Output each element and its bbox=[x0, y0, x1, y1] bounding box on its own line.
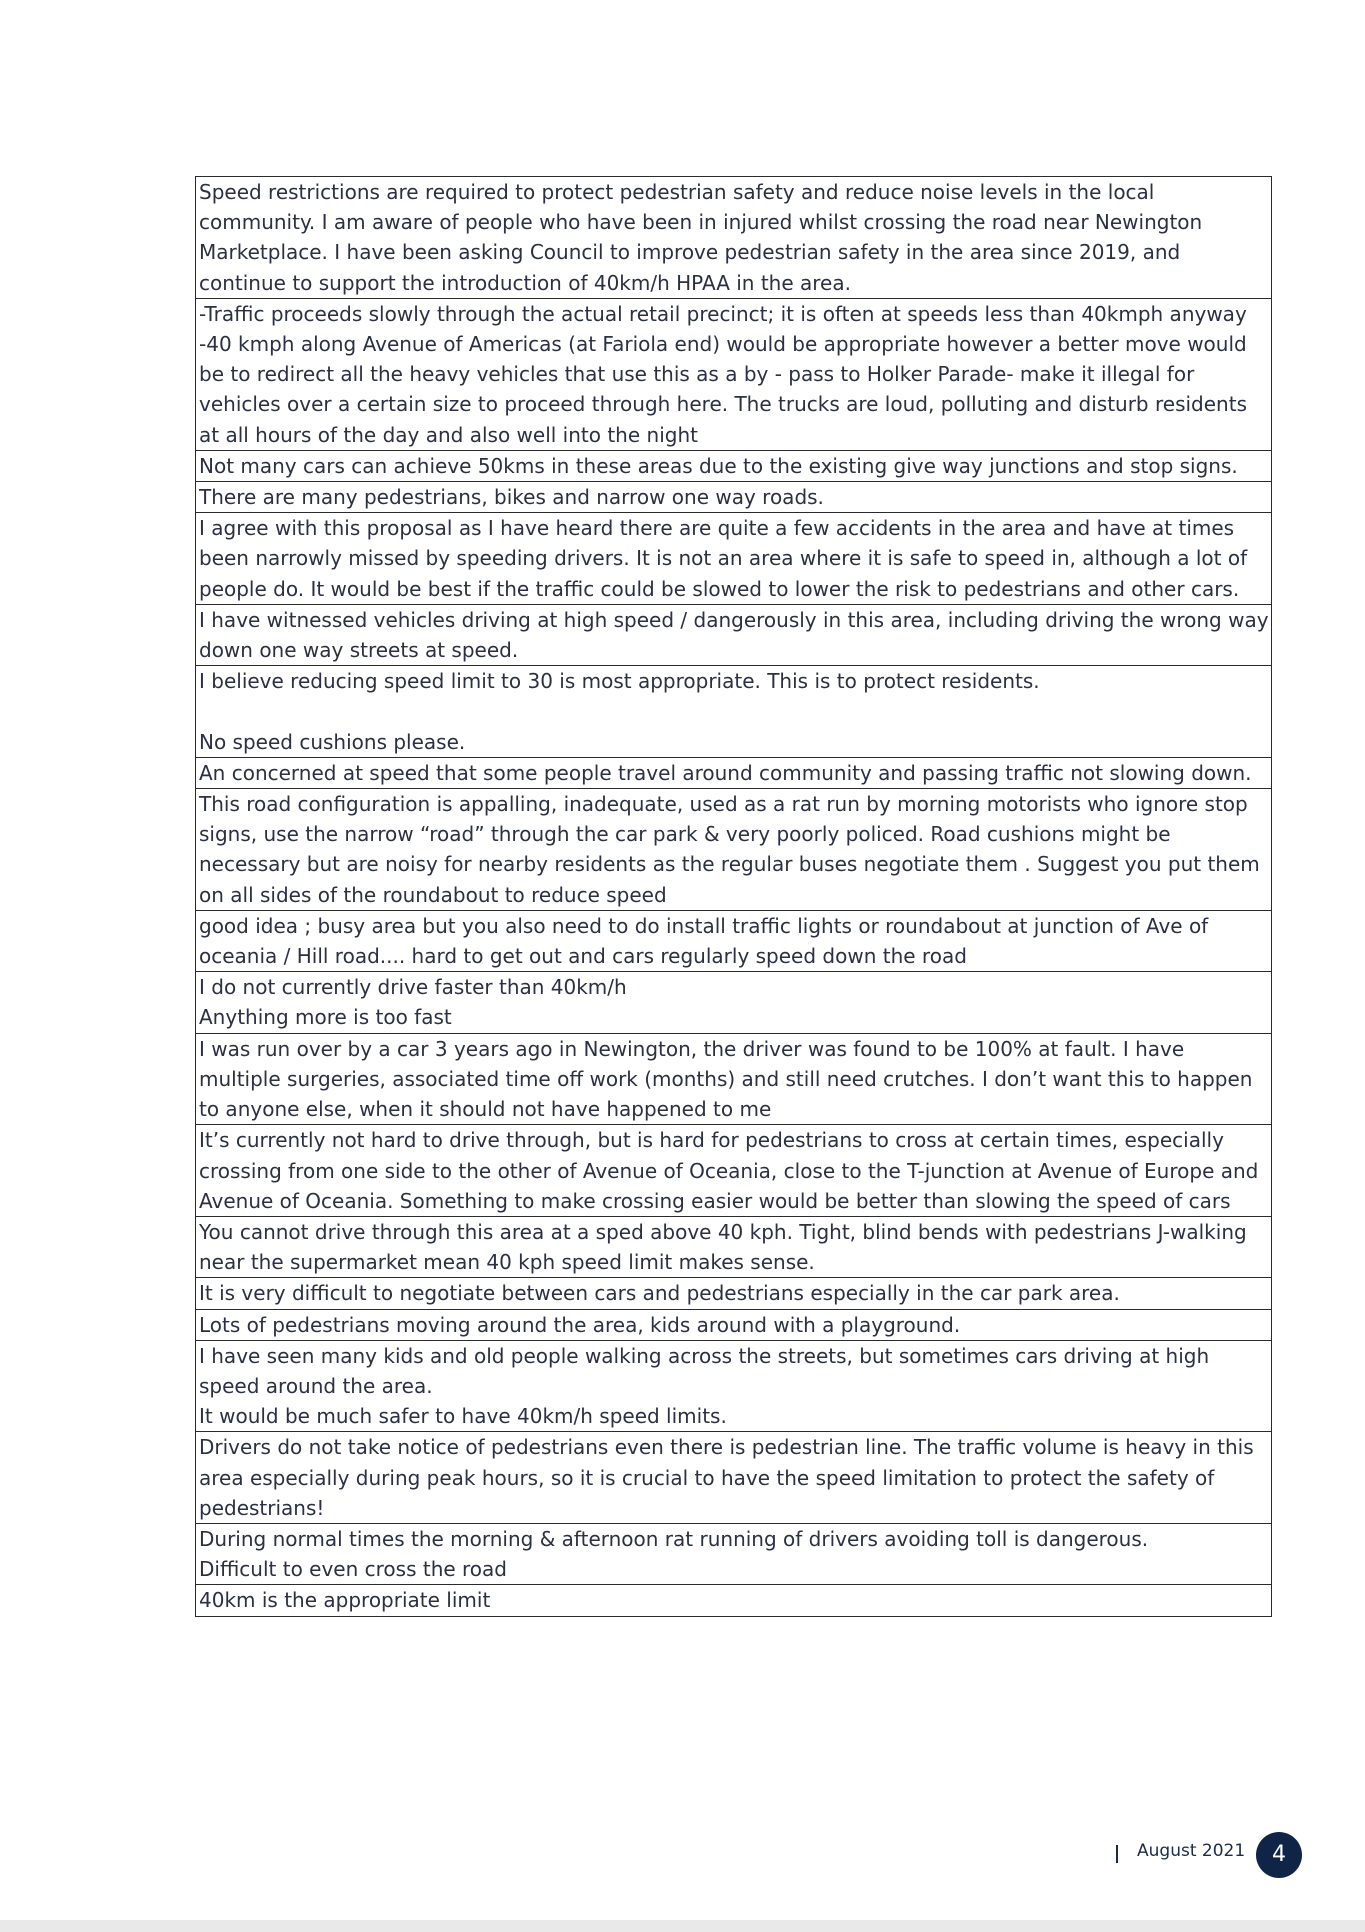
table-row bbox=[196, 972, 1272, 1033]
table-row bbox=[196, 1033, 1272, 1125]
table-row bbox=[196, 1278, 1272, 1309]
table-row bbox=[196, 177, 1272, 299]
table-row bbox=[196, 1432, 1272, 1524]
table-row bbox=[196, 450, 1272, 481]
comment-cell: I agree with this proposal as I have heard there are quite a few accidents in the area and have at times been narrowly missed by speeding drivers. It is not an area where it is safe to speed in, although a lot of people do. It would be best if the traffic could be slowed to lower the risk to pedestrians and other cars. bbox=[196, 513, 1272, 605]
page-bottom-edge bbox=[0, 1920, 1365, 1932]
table-row bbox=[196, 1523, 1272, 1584]
comment-cell: good idea ; busy area but you also need to do install traffic lights or roundabout at junction of Ave of oceania / Hill road.... hard to get out and cars regularly speed down the road bbox=[196, 910, 1272, 971]
footer-date: August 2021 bbox=[1137, 1841, 1246, 1861]
comment-cell: This road configuration is appalling, inadequate, used as a rat run by morning motorists who ignore stop signs, use the narrow “road” through the car park & very poorly policed. Road cushions might be necessary but are noisy for nearby residents as the regular buses negotiate them . Suggest you put them on all sides of the roundabout to reduce speed bbox=[196, 789, 1272, 911]
comment-cell: 40km is the appropriate limit bbox=[196, 1585, 1272, 1616]
page-number-badge: 4 bbox=[1256, 1832, 1302, 1878]
comment-cell: I have seen many kids and old people walking across the streets, but sometimes cars driving at high speed around the area. It would be much safer to have 40km/h speed limits. bbox=[196, 1340, 1272, 1432]
table-row bbox=[196, 1216, 1272, 1277]
comment-cell: It’s currently not hard to drive through, but is hard for pedestrians to cross at certain times, especially crossing from one side to the other of Avenue of Oceania, close to the T-junction at Avenue of Europe and Avenue of Oceania. Something to make crossing easier would be better than slowing the speed of cars bbox=[196, 1125, 1272, 1217]
footer-divider bbox=[1116, 1845, 1118, 1863]
comment-cell: Drivers do not take notice of pedestrians even there is pedestrian line. The traffic volume is heavy in this area especially during peak hours, so it is crucial to have the speed limitation to protect the safety of pedestrians! bbox=[196, 1432, 1272, 1524]
table-row bbox=[196, 1340, 1272, 1432]
comment-cell: I believe reducing speed limit to 30 is most appropriate. This is to protect residents. No speed cushions please. bbox=[196, 666, 1272, 758]
table-row bbox=[196, 1125, 1272, 1217]
comment-cell: -Traffic proceeds slowly through the actual retail precinct; it is often at speeds less than 40kmph anyway -40 kmph along Avenue of Americas (at Fariola end) would be appropriate however a better move would be to redirect all the heavy vehicles that use this as a by - pass to Holker Parade- make it illegal for vehicles over a certain size to proceed through here. The trucks are loud, polluting and disturb residents at all hours of the day and also well into the night bbox=[196, 298, 1272, 450]
table-row bbox=[196, 789, 1272, 911]
page-footer bbox=[0, 1832, 1365, 1878]
comment-cell: During normal times the morning & afternoon rat running of drivers avoiding toll is dangerous. Difficult to even cross the road bbox=[196, 1523, 1272, 1584]
comment-cell: Lots of pedestrians moving around the area, kids around with a playground. bbox=[196, 1309, 1272, 1340]
comment-cell: Speed restrictions are required to protect pedestrian safety and reduce noise levels in the local community. I am aware of people who have been in injured whilst crossing the road near Newington Marketplace. I have been asking Council to improve pedestrian safety in the area since 2019, and continue to support the introduction of 40km/h HPAA in the area. bbox=[196, 177, 1272, 299]
table-row bbox=[196, 298, 1272, 450]
table-row bbox=[196, 604, 1272, 665]
table-row bbox=[196, 666, 1272, 758]
table-row bbox=[196, 482, 1272, 513]
comment-cell: Not many cars can achieve 50kms in these areas due to the existing give way junctions and stop signs. bbox=[196, 450, 1272, 481]
table-row bbox=[196, 910, 1272, 971]
comment-cell: I do not currently drive faster than 40km/h Anything more is too fast bbox=[196, 972, 1272, 1033]
comment-cell: There are many pedestrians, bikes and narrow one way roads. bbox=[196, 482, 1272, 513]
comment-cell: I have witnessed vehicles driving at high speed / dangerously in this area, including driving the wrong way down one way streets at speed. bbox=[196, 604, 1272, 665]
comment-cell: An concerned at speed that some people travel around community and passing traffic not slowing down. bbox=[196, 757, 1272, 788]
comment-cell: It is very difficult to negotiate between cars and pedestrians especially in the car park area. bbox=[196, 1278, 1272, 1309]
table-row bbox=[196, 1585, 1272, 1616]
table-row bbox=[196, 757, 1272, 788]
table-row bbox=[196, 513, 1272, 605]
comments-table bbox=[195, 176, 1272, 1617]
comment-cell: You cannot drive through this area at a sped above 40 kph. Tight, blind bends with pedestrians J-walking near the supermarket mean 40 kph speed limit makes sense. bbox=[196, 1216, 1272, 1277]
comment-cell: I was run over by a car 3 years ago in Newington, the driver was found to be 100% at fault. I have multiple surgeries, associated time off work (months) and still need crutches. I don’t want this to happen to anyone else, when it should not have happened to me bbox=[196, 1033, 1272, 1125]
table-row bbox=[196, 1309, 1272, 1340]
